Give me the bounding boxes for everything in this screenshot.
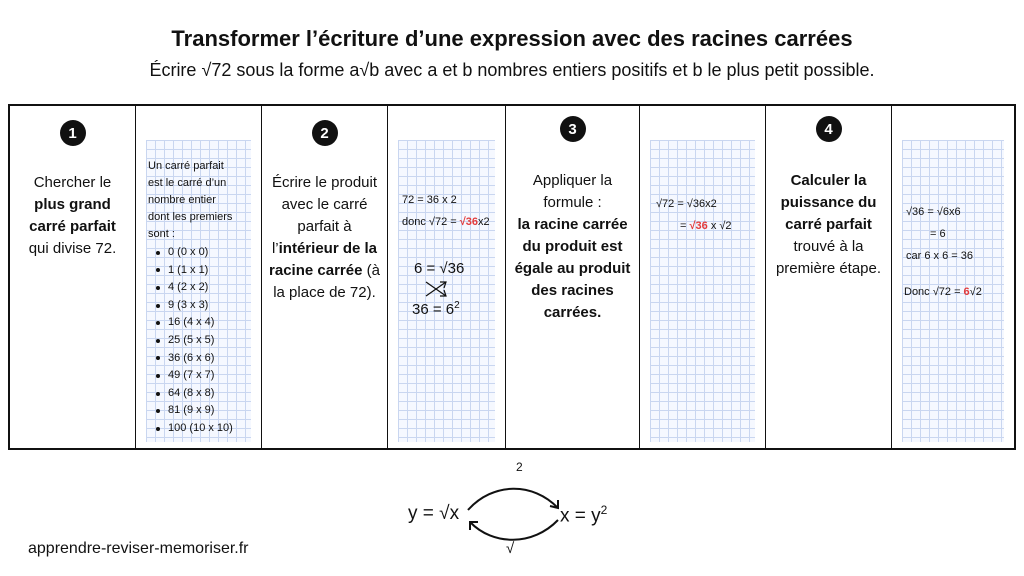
swap-arrows-icon xyxy=(422,278,452,300)
page-subtitle: Écrire √72 sous la forme a√b avec a et b nombres entiers positifs et b le plus petit possible. xyxy=(149,60,875,80)
bullet-icon xyxy=(156,392,160,396)
note-1-intro xyxy=(148,158,232,243)
step-1-text-bold: plus grand carré parfait xyxy=(29,196,116,235)
note-4-panel xyxy=(892,106,1014,448)
relation-arrows-icon xyxy=(458,480,568,548)
note-4-line-3: car 6 x 6 = 36 xyxy=(906,250,973,262)
step-1-text-c: qui divise 72. xyxy=(28,240,117,257)
list-item: 100 (10 x 10) xyxy=(144,420,233,438)
relation-bottom-label: √ xyxy=(506,540,515,557)
grid-paper-2 xyxy=(398,140,495,442)
list-item: 1 (1 x 1) xyxy=(144,262,233,280)
bullet-icon xyxy=(156,321,160,325)
bullet-icon xyxy=(156,374,160,378)
note-1-intro-line: dont les premiers xyxy=(148,211,233,223)
steps-strip xyxy=(8,104,1016,450)
step-4-text xyxy=(772,170,885,280)
step-4-text-bold: Calculer la puissance du carré parfait xyxy=(780,172,877,233)
bullet-icon xyxy=(156,339,160,343)
list-item: 0 (0 x 0) xyxy=(144,244,233,262)
bullet-icon xyxy=(156,427,160,431)
step-3-panel xyxy=(506,106,640,448)
list-item: 4 (2 x 2) xyxy=(144,279,233,297)
step-3-text-a: Appliquer la formule : xyxy=(532,172,613,211)
note-1-intro-line: Un carré parfait xyxy=(148,160,224,172)
note-4-line-2: = 6 xyxy=(930,228,946,240)
step-4-text-c: trouvé à la première étape. xyxy=(775,238,882,277)
step-2-number: 2 xyxy=(312,120,338,146)
step-1-panel xyxy=(10,106,136,448)
perfect-squares-list xyxy=(144,244,233,438)
bullet-icon xyxy=(156,286,160,290)
bullet-icon xyxy=(156,304,160,308)
step-4-panel xyxy=(766,106,892,448)
note-1-intro-line: nombre entier xyxy=(148,194,216,206)
square-root-relation-diagram xyxy=(400,456,630,576)
list-item: 16 (4 x 4) xyxy=(144,314,233,332)
step-1-number: 1 xyxy=(60,120,86,146)
note-2-line-2: donc √72 = √36x2 xyxy=(402,216,490,228)
step-2-text-a: Écrire le produit avec le carré parfait à l’ xyxy=(271,174,378,257)
note-1-panel xyxy=(136,106,262,448)
note-3-line-1: √72 = √36x2 xyxy=(656,198,717,210)
step-3-text xyxy=(512,170,633,324)
grid-paper-4 xyxy=(902,140,1004,442)
step-2-text-c: (à la place de 72). xyxy=(273,262,380,301)
step-2-text xyxy=(268,172,381,304)
step-3-text-bold: la racine carrée du produit est égale au produit des racines carrées. xyxy=(514,216,631,321)
bullet-icon xyxy=(156,268,160,272)
relation-top-label: 2 xyxy=(516,460,523,474)
relation-left-equation: y = √x xyxy=(408,503,460,524)
grid-paper-1 xyxy=(146,140,251,442)
note-4-line-4: Donc √72 = 6√2 xyxy=(904,286,982,298)
site-url: apprendre-reviser-memoriser.fr xyxy=(28,540,249,557)
list-item: 49 (7 x 7) xyxy=(144,367,233,385)
list-item: 36 (6 x 6) xyxy=(144,350,233,368)
relation-right-equation: $x = y^2$ xyxy=(560,503,608,527)
note-3-panel xyxy=(640,106,766,448)
note-2-line-1: 72 = 36 x 2 xyxy=(402,194,457,206)
grid-paper-3 xyxy=(650,140,755,442)
note-4-line-1: √36 = √6x6 xyxy=(906,206,961,218)
page-title: Transformer l’écriture d’une expression avec des racines carrées xyxy=(171,26,853,51)
note-2-eq-a: 6 = √36 xyxy=(414,260,465,277)
step-3-number: 3 xyxy=(560,116,586,142)
step-2-text-bold: intérieur de la racine carrée xyxy=(269,240,378,279)
note-3-line-2: = √36 x √2 xyxy=(680,220,732,232)
note-1-intro-line: sont : xyxy=(148,228,175,240)
list-item: 64 (8 x 8) xyxy=(144,385,233,403)
step-2-panel xyxy=(262,106,388,448)
bullet-icon xyxy=(156,356,160,360)
list-item: 9 (3 x 3) xyxy=(144,297,233,315)
note-1-intro-line: est le carré d’un xyxy=(148,177,227,189)
bullet-icon xyxy=(156,251,160,255)
step-1-text xyxy=(16,172,129,260)
list-item: 81 (9 x 9) xyxy=(144,402,233,420)
step-1-text-a: Chercher le xyxy=(33,174,112,191)
note-2-eq-b: $36 = 6^2$ xyxy=(412,300,460,318)
step-4-number: 4 xyxy=(816,116,842,142)
note-2-panel xyxy=(388,106,506,448)
list-item: 25 (5 x 5) xyxy=(144,332,233,350)
bullet-icon xyxy=(156,409,160,413)
